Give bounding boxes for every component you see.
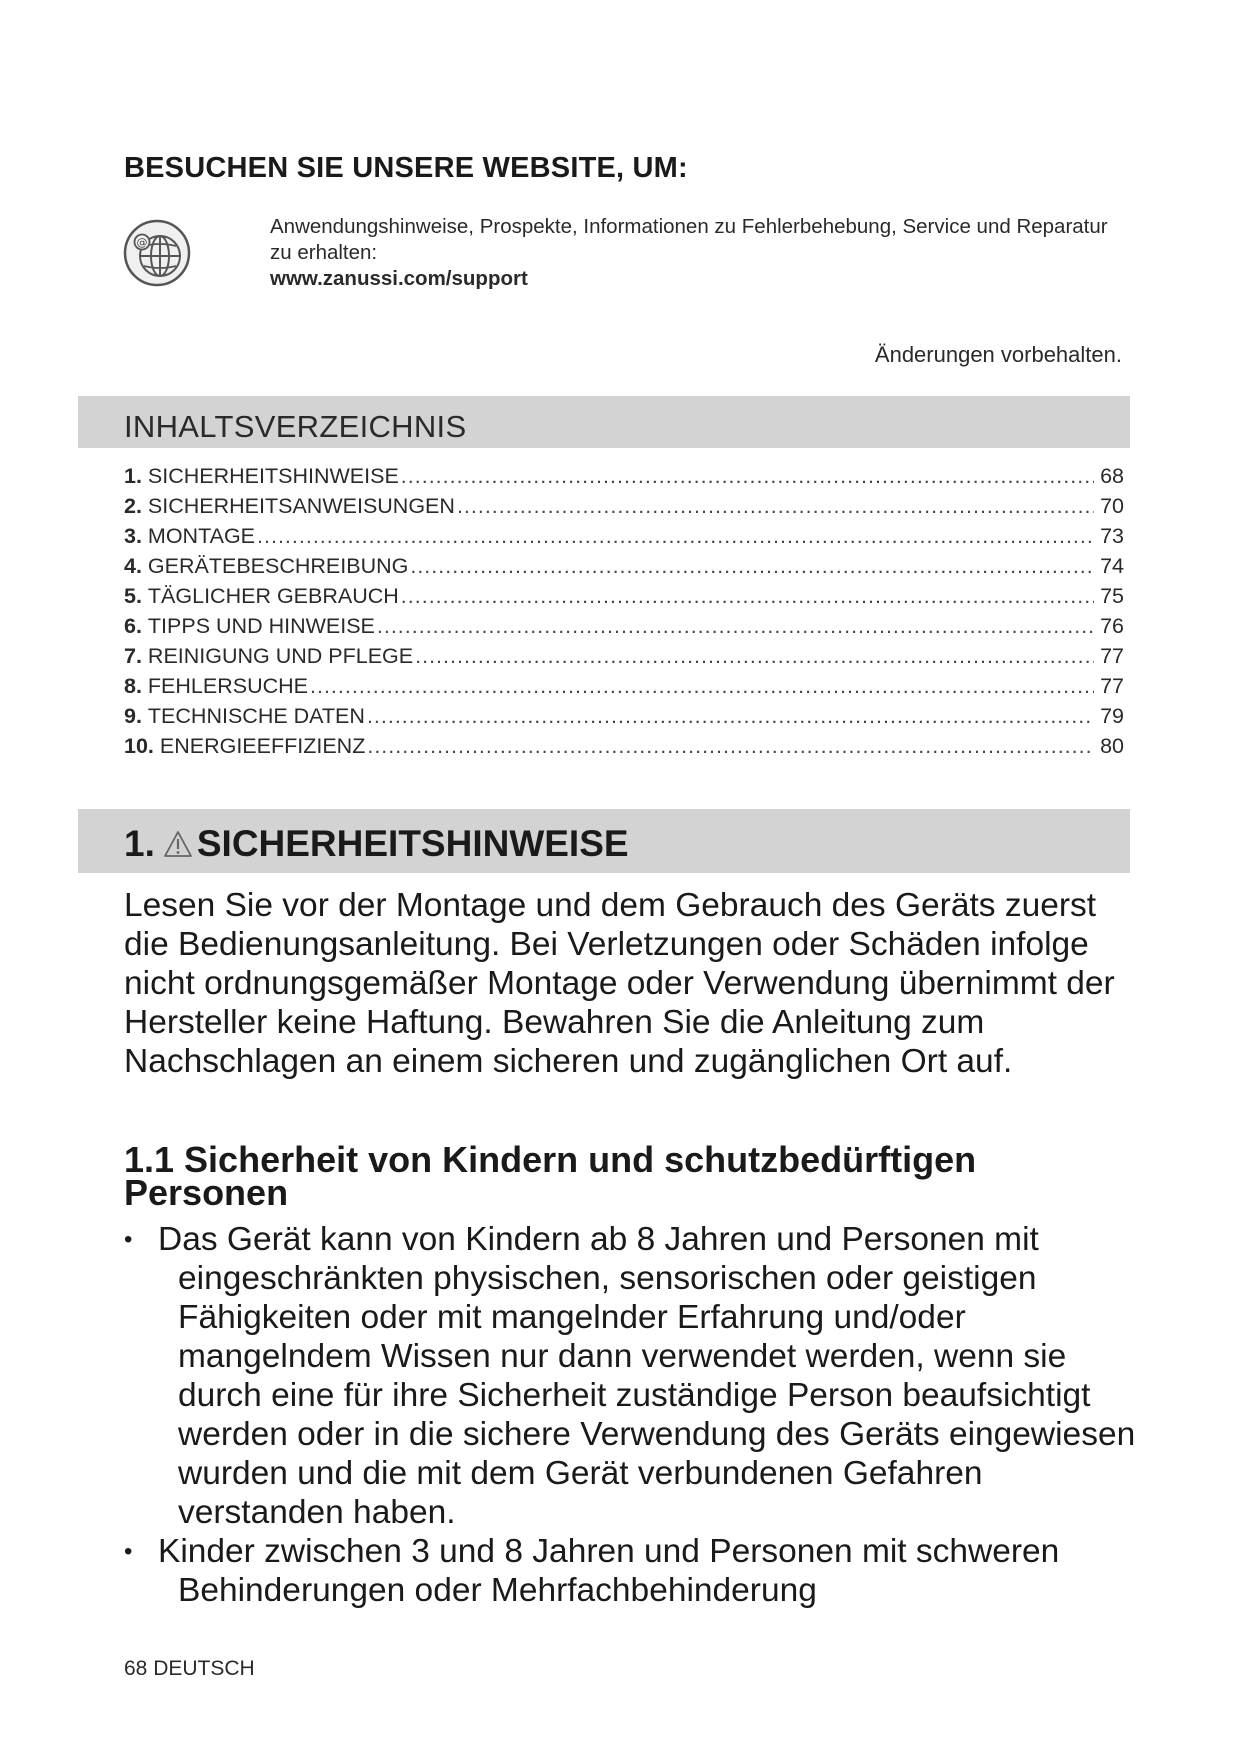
warning-triangle-icon: [163, 830, 193, 858]
support-description: Anwendungshinweise, Prospekte, Informationen zu Fehlerbehebung, Service und Reparatur zu erhalten:: [270, 215, 1108, 264]
globe-at-icon: [122, 218, 192, 288]
toc-item[interactable]: [124, 554, 1124, 584]
toc-leader-dots: [367, 734, 1094, 759]
toc-leader-dots: [410, 554, 1094, 579]
bullet-list: [124, 1220, 1144, 1610]
subsection-heading: 1.1 Sicherheit von Kindern und schutzbedürftigen Personen: [124, 1139, 977, 1213]
toc-item-number: 9.: [124, 704, 142, 728]
toc-item-number: 7.: [124, 644, 142, 668]
toc-item-page: 77: [1100, 644, 1124, 668]
toc-item[interactable]: [124, 464, 1124, 494]
toc-item-page: 74: [1100, 554, 1124, 578]
toc-item-page: 80: [1100, 734, 1124, 758]
toc-item-label: TIPPS UND HINWEISE: [147, 614, 375, 638]
toc-item-number: 5.: [124, 584, 142, 608]
toc-item[interactable]: [124, 494, 1124, 524]
toc-item-page: 75: [1100, 584, 1124, 608]
toc-item[interactable]: [124, 584, 1124, 614]
toc-leader-dots: [457, 494, 1094, 519]
toc-title: INHALTSVERZEICHNIS: [124, 409, 467, 444]
toc-item[interactable]: [124, 644, 1124, 674]
toc-leader-dots: [367, 704, 1094, 729]
toc-item-page: 73: [1100, 524, 1124, 548]
list-item-text: Das Gerät kann von Kindern ab 8 Jahren und Personen mit eingeschränkten physischen, sensorischen oder geistigen Fähigkeiten oder mit mangelnder Erfahrung und/oder mangelndem Wissen nur dann verwendet werden, wenn sie durch eine für ihre Sicherheit zuständige Person beaufsichtigt werden oder in die sichere Verwendung des Geräts eingewiesen wurden und die mit dem Gerät verbundenen Gefahren verstanden haben.: [158, 1221, 1136, 1531]
toc-item-label: TÄGLICHER GEBRAUCH: [147, 584, 399, 608]
toc-item-page: 70: [1100, 494, 1124, 518]
section-number: 1.: [124, 823, 155, 864]
toc-item-label: FEHLERSUCHE: [147, 674, 309, 698]
toc-item-label: GERÄTEBESCHREIBUNG: [147, 554, 409, 578]
list-item-text: Kinder zwischen 3 und 8 Jahren und Personen mit schweren Behinderungen oder Mehrfachbehinderung: [158, 1533, 1060, 1609]
toc-item-number: 4.: [124, 554, 142, 578]
intro-paragraph: Lesen Sie vor der Montage und dem Gebrauch des Geräts zuerst die Bedienungsanleitung. Bei Verletzungen oder Schäden infolge nicht ordnungsgemäßer Montage oder Verwendung übernimmt der Hersteller keine Haftung. Bewahren Sie die Anleitung zum Nachschlagen an einem sicheren und zugänglichen Ort auf.: [124, 887, 1115, 1080]
toc-item-number: 6.: [124, 614, 142, 638]
toc-item-number: 10.: [124, 734, 154, 758]
toc-item[interactable]: [124, 524, 1124, 554]
changes-note: Änderungen vorbehalten.: [874, 342, 1122, 367]
section-title-text: SICHERHEITSHINWEISE: [196, 823, 629, 864]
toc-item[interactable]: [124, 704, 1124, 734]
toc-item-page: 77: [1100, 674, 1124, 698]
toc-leader-dots: [415, 644, 1094, 669]
toc-item[interactable]: [124, 734, 1124, 764]
section-title: [124, 823, 629, 865]
list-item: [124, 1532, 1144, 1610]
toc-leader-dots: [401, 584, 1094, 609]
toc-leader-dots: [401, 464, 1094, 489]
svg-text:@: @: [136, 236, 148, 249]
toc-item-label: SICHERHEITSHINWEISE: [147, 464, 399, 488]
toc-item-label: ENERGIEEFFIZIENZ: [159, 734, 366, 758]
toc-item-number: 2.: [124, 494, 142, 518]
toc-item-label: TECHNISCHE DATEN: [147, 704, 365, 728]
toc-leader-dots: [310, 674, 1094, 699]
toc-item[interactable]: [124, 614, 1124, 644]
toc-item-label: SICHERHEITSANWEISUNGEN: [147, 494, 455, 518]
toc-item-page: 79: [1100, 704, 1124, 728]
bullet-dot: •: [124, 1538, 133, 1565]
toc-item-number: 3.: [124, 524, 142, 548]
toc-item-number: 8.: [124, 674, 142, 698]
toc-leader-dots: [257, 524, 1094, 549]
toc-item-page: 76: [1100, 614, 1124, 638]
toc-leader-dots: [377, 614, 1094, 639]
table-of-contents: [124, 464, 1124, 764]
toc-item-number: 1.: [124, 464, 142, 488]
toc-item[interactable]: [124, 674, 1124, 704]
support-info: [270, 214, 1130, 292]
bullet-dot: •: [124, 1226, 133, 1253]
list-item: [124, 1220, 1144, 1532]
support-url-link[interactable]: www.zanussi.com/support: [270, 267, 528, 290]
page-footer: 68 DEUTSCH: [124, 1657, 255, 1680]
website-heading: BESUCHEN SIE UNSERE WEBSITE, UM:: [124, 152, 688, 184]
toc-item-page: 68: [1100, 464, 1124, 488]
toc-item-label: REINIGUNG UND PFLEGE: [147, 644, 414, 668]
toc-item-label: MONTAGE: [147, 524, 256, 548]
